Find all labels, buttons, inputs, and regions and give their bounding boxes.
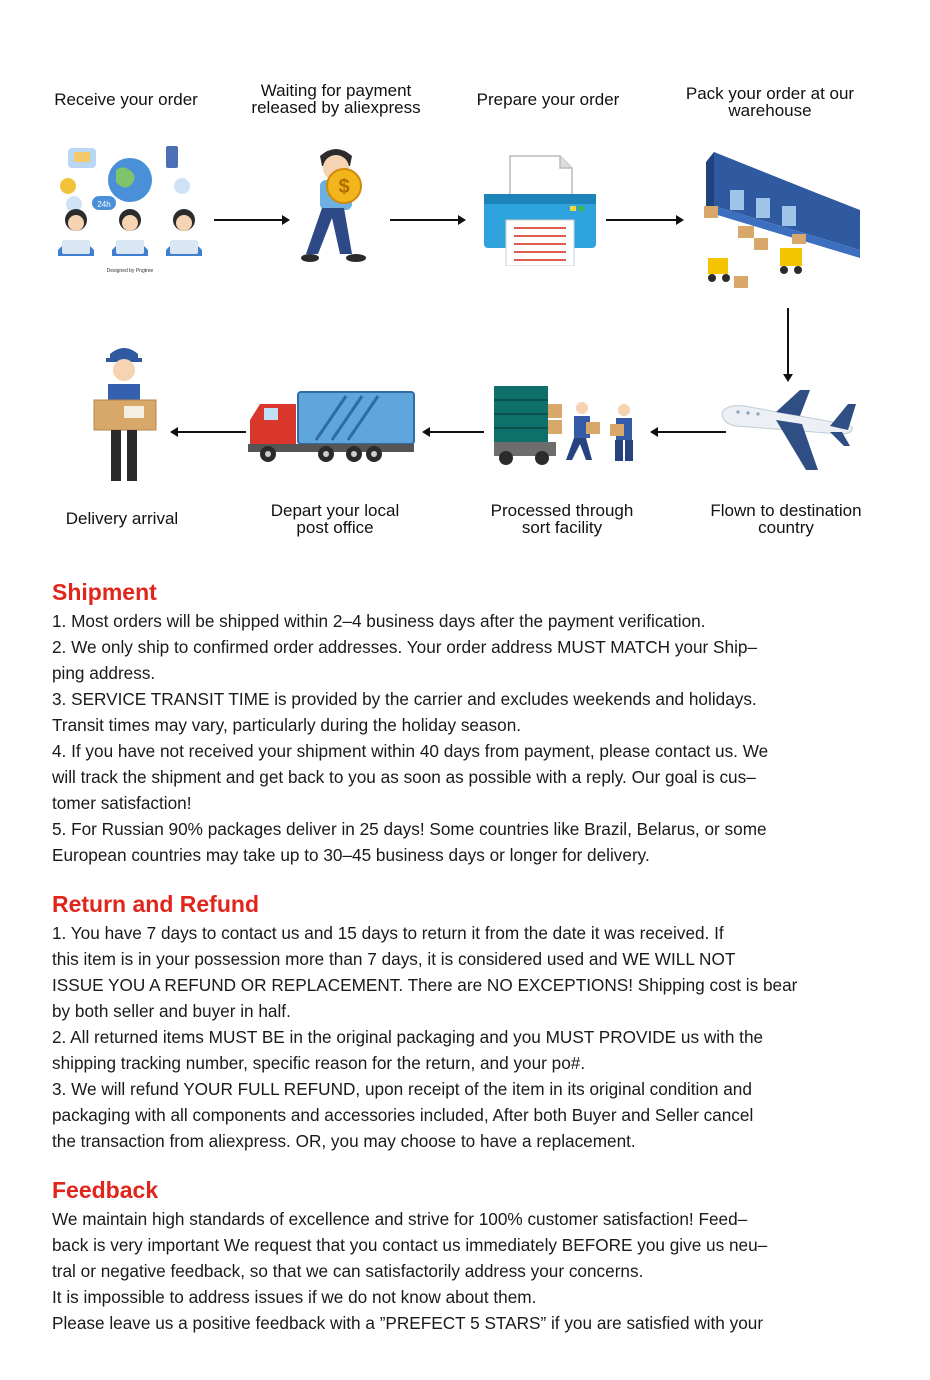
step-label-delivery: Delivery arrival: [65, 509, 179, 528]
truck-icon: [246, 390, 416, 464]
payment-icon: [292, 146, 382, 270]
warehouse-icon: [694, 148, 862, 300]
flow-arrow-3: [604, 212, 686, 228]
courier-icon: [92, 344, 158, 484]
step-label-receive-order: Receive your order: [54, 90, 198, 109]
badge-24h: 24h: [97, 200, 111, 209]
refund-body: 1. You have 7 days to contact us and 15 days to return it from the date it was received. If this item is in your possession more than 7 days, it is considered used and WE WILL NOT ISSUE YOU A REFUND OR REPLACEMENT. There are NO EXCEPTIONS! Shipping cost is bear by both seller and buyer in half. 2. All returned items MUST BE in the original packaging and you MUST PROVIDE us with the shipping tracking number, specific reason for the return, and your po#. 3. We will refund YOUR FULL REFUND, upon receipt of the item in its original condition and packaging with all components and accessories included, After both Buyer and Seller cancel the transaction from aliexpress. OR, you may choose to have a replacement.: [52, 923, 798, 1151]
dollar-sign: $: [338, 176, 350, 198]
printer-icon: [480, 154, 600, 266]
step-label-waiting-payment: Waiting for payment released by aliexpress: [251, 81, 421, 117]
airplane-icon: [718, 388, 860, 478]
step-label-pack-order: Pack your order at our warehouse: [685, 84, 855, 120]
flow-arrow-6: [168, 424, 248, 440]
flow-arrow-4: [648, 424, 728, 440]
shipment-body: 1. Most orders will be shipped within 2–4 business days after the payment verification. 2. We only ship to confirmed order addresses. Your order address MUST MATCH your Ship– ping address. 3. SERVICE TRANSIT TIME is provided by the carrier and excludes weekends and holidays. Transit times may vary, particularly during the holiday season. 4. If you have not received your shipment within 40 days from payment, please contact us. We will track the shipment and get back to you as soon as possible with a reply. Our goal is cus– tomer satisfaction! 5. For Russian 90% packages deliver in 25 days! Some countries like Brazil, Belarus, or some European countries may take up to 30–45 business days or longer for delivery.: [52, 611, 769, 865]
refund-heading: Return and Refund: [52, 891, 259, 917]
designed-by-credit: Designed by Pngtree: [106, 268, 154, 274]
step-label-post-office: Depart your local post office: [270, 501, 400, 537]
step-label-prepare-order: Prepare your order: [476, 90, 620, 109]
flow-arrow-1: [212, 212, 292, 228]
flow-arrow-5: [420, 424, 486, 440]
shipping-process-flow: [0, 0, 930, 560]
step-label-flown: Flown to destination country: [710, 501, 862, 537]
shipment-section: [52, 578, 882, 868]
flow-arrow-2: [388, 212, 468, 228]
feedback-heading: Feedback: [52, 1177, 159, 1203]
return-refund-section: [52, 890, 882, 1154]
feedback-body: We maintain high standards of excellence and strive for 100% customer satisfaction! Feed– back is very important We request that you contact us immediately BEFORE you give us neu– tral or negative feedback, so that we can satisfactorily address your concerns. It is impossible to address issues if we do not know about them. Please leave us a positive feedback with a ”PREFECT 5 STARS” if you are satisfied with your: [52, 1209, 768, 1333]
flow-arrow-down: [780, 306, 796, 384]
sort-facility-icon: [492, 384, 642, 468]
shipment-heading: Shipment: [52, 579, 157, 605]
customer-service-icon: [50, 140, 210, 280]
feedback-section: [52, 1176, 882, 1336]
step-label-sort-facility: Processed through sort facility: [490, 501, 634, 537]
